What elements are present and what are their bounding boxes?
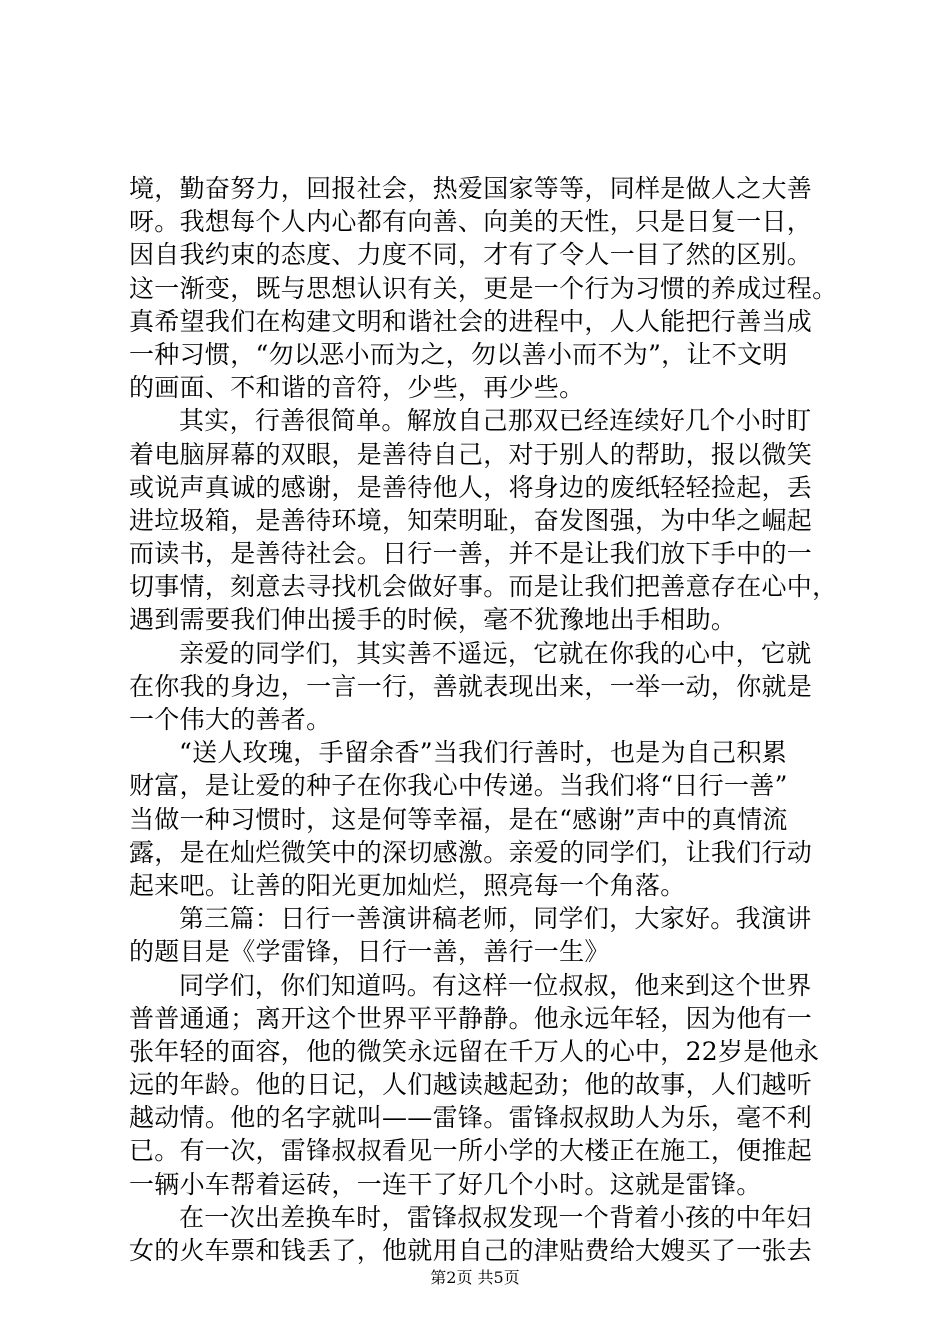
text-line: 露，是在灿烂微笑中的深切感激。亲爱的同学们，让我们行动 [129, 837, 813, 867]
text-line: 境，勤奋努力，回报社会，热爱国家等等，同样是做人之大善 [129, 174, 813, 203]
page-footer: 第2页 共5页 [430, 1268, 520, 1287]
text-line: 或说声真诚的感谢，是善待他人，将身边的废纸轻轻捡起，丢 [129, 472, 813, 502]
text-line: 一种习惯，“勿以恶小而为之，勿以善小而不为”，让不文明 [129, 339, 788, 369]
text-line: 着电脑屏幕的双眼，是善待自己，对于别人的帮助，报以微笑 [129, 439, 813, 469]
text-line: 进垃圾箱，是善待环境，知荣明耻，奋发图强，为中华之崛起 [129, 505, 813, 535]
body-text [129, 172, 844, 1267]
text-line: 遇到需要我们伸出援手的时候，毫不犹豫地出手相助。 [129, 605, 737, 635]
text-line: 已。有一次，雷锋叔叔看见一所小学的大楼正在施工，便推起 [129, 1136, 813, 1166]
paragraph-start-line: 亲爱的同学们，其实善不遥远，它就在你我的心中，它就 [179, 638, 812, 668]
paragraph-start-line: 其实，行善很简单。解放自己那双已经连续好几个小时盯 [179, 406, 812, 436]
text-line: 而读书，是善待社会。日行一善，并不是让我们放下手中的一 [129, 539, 813, 569]
text-line: 呀。我想每个人内心都有向善、向美的天性，只是日复一日， [129, 207, 813, 237]
text-line: 的画面、不和谐的音符，少些，再少些。 [129, 373, 585, 403]
text-line: 远的年龄。他的日记，人们越读越起劲；他的故事，人们越听 [129, 1070, 813, 1100]
text-line: 一个伟大的善者。 [129, 705, 332, 734]
paragraph-start-line: “送人玫瑰，手留余香”当我们行善时，也是为自己积累 [179, 738, 788, 768]
text-line: 在你我的身边，一言一行，善就表现出来，一举一动，你就是 [129, 671, 813, 701]
text-line: 当做一种习惯时，这是何等幸福，是在“感谢”声中的真情流 [129, 804, 788, 834]
text-line: 张年轻的面容，他的微笑永远留在千万人的心中，22岁是他永 [129, 1036, 820, 1066]
text-line: 一辆小车帮着运砖，一连干了好几个小时。这就是雷锋。 [129, 1169, 762, 1199]
text-line: 起来吧。让善的阳光更加灿烂，照亮每一个角落。 [129, 870, 686, 900]
section-heading-line: 第三篇：日行一善演讲稿老师，同学们，大家好。我演讲 [179, 904, 812, 934]
text-line: 女的火车票和钱丢了，他就用自己的津贴费给大嫂买了一张去 [129, 1236, 813, 1265]
text-line: 普普通通；离开这个世界平平静静。他永远年轻，因为他有一 [129, 1003, 813, 1033]
text-line: 的题目是《学雷锋，日行一善，善行一生》 [129, 937, 610, 967]
text-line: 财富，是让爱的种子在你我心中传递。当我们将“日行一善” [129, 771, 788, 801]
text-line: 真希望我们在构建文明和谐社会的进程中，人人能把行善当成 [129, 306, 813, 336]
text-line: 这一渐变，既与思想认识有关，更是一个行为习惯的养成过程。 [129, 273, 838, 303]
text-line: 切事情，刻意去寻找机会做好事。而是让我们把善意存在心中， [129, 572, 838, 602]
text-line: 因自我约束的态度、力度不同，才有了令人一目了然的区别。 [129, 240, 813, 270]
paragraph-start-line: 同学们，你们知道吗。有这样一位叔叔，他来到这个世界 [179, 970, 812, 1000]
text-line: 越动情。他的名字就叫——雷锋。雷锋叔叔助人为乐，毫不利 [129, 1103, 813, 1133]
paragraph-start-line: 在一次出差换车时，雷锋叔叔发现一个背着小孩的中年妇 [179, 1202, 812, 1232]
